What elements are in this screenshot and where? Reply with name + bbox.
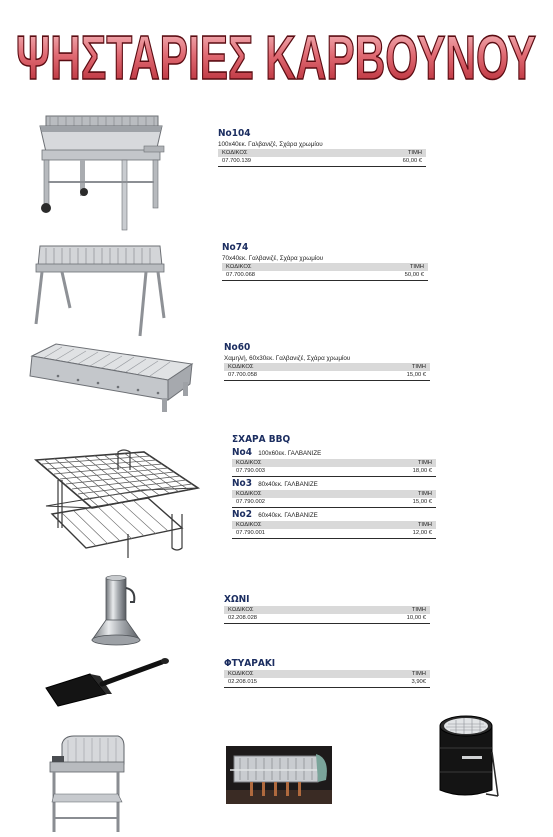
product-price: 3,90€ xyxy=(411,679,426,685)
product-xoni xyxy=(224,594,430,624)
price-header: ΤΙΜΗ xyxy=(417,522,432,528)
price-header: ΤΙΜΗ xyxy=(417,491,432,497)
bbq-item-no4 xyxy=(232,447,436,459)
product-price: 12,00 € xyxy=(412,530,432,536)
bbq-item-no2 xyxy=(232,509,436,521)
product-group-name: ΣΧΑΡΑ BBQ xyxy=(232,434,291,445)
price-table-header xyxy=(218,149,426,157)
bbq-item-no3 xyxy=(232,478,436,490)
product-code: 07.700.058 xyxy=(228,372,258,378)
price-table-header xyxy=(232,490,436,498)
price-table xyxy=(224,670,430,688)
barrel-grill-image xyxy=(434,712,500,802)
price-table xyxy=(218,149,426,167)
product-price: 15,00 € xyxy=(406,372,426,378)
product-code: 02.208.015 xyxy=(228,679,258,685)
price-header: ΤΙΜΗ xyxy=(407,150,422,156)
price-header: ΤΙΜΗ xyxy=(411,671,426,677)
product-name: ΧΩΝΙ xyxy=(224,594,250,605)
product-description: 100x40εκ. Γαλβανιζέ, Σχάρα χρωμίου xyxy=(218,141,323,148)
price-header: ΤΙΜΗ xyxy=(409,264,424,270)
price-table xyxy=(232,521,436,539)
product-name: No74 xyxy=(222,242,249,253)
price-table-header xyxy=(224,670,430,678)
product-code: 07.790.003 xyxy=(236,468,266,474)
product-description: 70x40εκ. Γαλβανιζέ, Σχάρα χρωμίου xyxy=(222,255,324,262)
product-price: 15,00 € xyxy=(412,499,432,505)
page-title: ΨΗΣΤΑΡΙΕΣ ΚΑΡΒΟΥΝΟΥ xyxy=(16,24,536,93)
table-row xyxy=(232,467,436,477)
product-name: No2 xyxy=(232,509,252,520)
product-description: 60x40εκ. ΓΑΛΒΑΝΙΖΕ xyxy=(258,512,318,519)
product-price: 10,00 € xyxy=(406,615,426,621)
code-header: ΚΩΔΙΚΟΣ xyxy=(236,491,262,497)
product-price: 60,00 € xyxy=(402,158,422,164)
price-header: ΤΙΜΗ xyxy=(417,460,432,466)
product-name: No60 xyxy=(224,342,251,353)
table-row xyxy=(224,614,430,624)
dustpan-image xyxy=(44,654,174,710)
product-name: No4 xyxy=(232,447,252,458)
price-table xyxy=(224,363,430,381)
code-header: ΚΩΔΙΚΟΣ xyxy=(236,522,262,528)
product-code: 07.700.139 xyxy=(222,158,252,164)
table-row xyxy=(218,157,426,167)
rotisserie-grill-image xyxy=(226,746,332,804)
product-description: Χαμηλή, 60x30εκ. Γαλβανιζέ, Σχάρα χρωμίου xyxy=(224,355,351,362)
product-no60 xyxy=(224,342,430,381)
product-price: 18,00 € xyxy=(412,468,432,474)
table-row xyxy=(232,529,436,539)
product-code: 02.208.028 xyxy=(228,615,258,621)
funnel-image xyxy=(86,574,146,650)
product-description: 100x60εκ. ΓΑΛΒΑΝΙΖΕ xyxy=(258,450,322,457)
price-table-header xyxy=(222,263,428,271)
product-ftiaraki xyxy=(224,658,430,688)
price-table xyxy=(232,490,436,508)
product-name: No104 xyxy=(218,128,251,139)
bbq-grate-image xyxy=(32,448,202,560)
page-title-banner xyxy=(0,0,553,100)
table-row xyxy=(224,371,430,381)
product-code: 07.790.002 xyxy=(236,499,266,505)
grill-no60-image xyxy=(28,342,194,416)
product-code: 07.700.068 xyxy=(226,272,256,278)
price-table xyxy=(222,263,428,281)
price-header: ΤΙΜΗ xyxy=(411,364,426,370)
price-table-header xyxy=(224,606,430,614)
code-header: ΚΩΔΙΚΟΣ xyxy=(236,460,262,466)
product-name: ΦΤΥΑΡΑΚΙ xyxy=(224,658,276,669)
price-table xyxy=(232,459,436,477)
code-header: ΚΩΔΙΚΟΣ xyxy=(222,150,248,156)
product-name: No3 xyxy=(232,478,252,489)
table-row xyxy=(224,678,430,688)
price-header: ΤΙΜΗ xyxy=(411,607,426,613)
product-no104 xyxy=(218,128,426,167)
product-price: 50,00 € xyxy=(404,272,424,278)
price-table xyxy=(224,606,430,624)
code-header: ΚΩΔΙΚΟΣ xyxy=(228,364,254,370)
code-header: ΚΩΔΙΚΟΣ xyxy=(226,264,252,270)
product-code: 07.790.001 xyxy=(236,530,266,536)
table-row xyxy=(232,498,436,508)
product-bbq-grates xyxy=(232,434,436,539)
grill-no104-image xyxy=(36,110,166,232)
product-no74 xyxy=(222,242,428,281)
price-table-header xyxy=(232,459,436,467)
code-header: ΚΩΔΙΚΟΣ xyxy=(228,671,254,677)
table-row xyxy=(222,271,428,281)
product-description: 80x40εκ. ΓΑΛΒΑΝΙΖΕ xyxy=(258,481,318,488)
code-header: ΚΩΔΙΚΟΣ xyxy=(228,607,254,613)
price-table-header xyxy=(232,521,436,529)
price-table-header xyxy=(224,363,430,371)
covered-grill-image xyxy=(48,734,126,834)
grill-no74-image xyxy=(34,238,166,338)
